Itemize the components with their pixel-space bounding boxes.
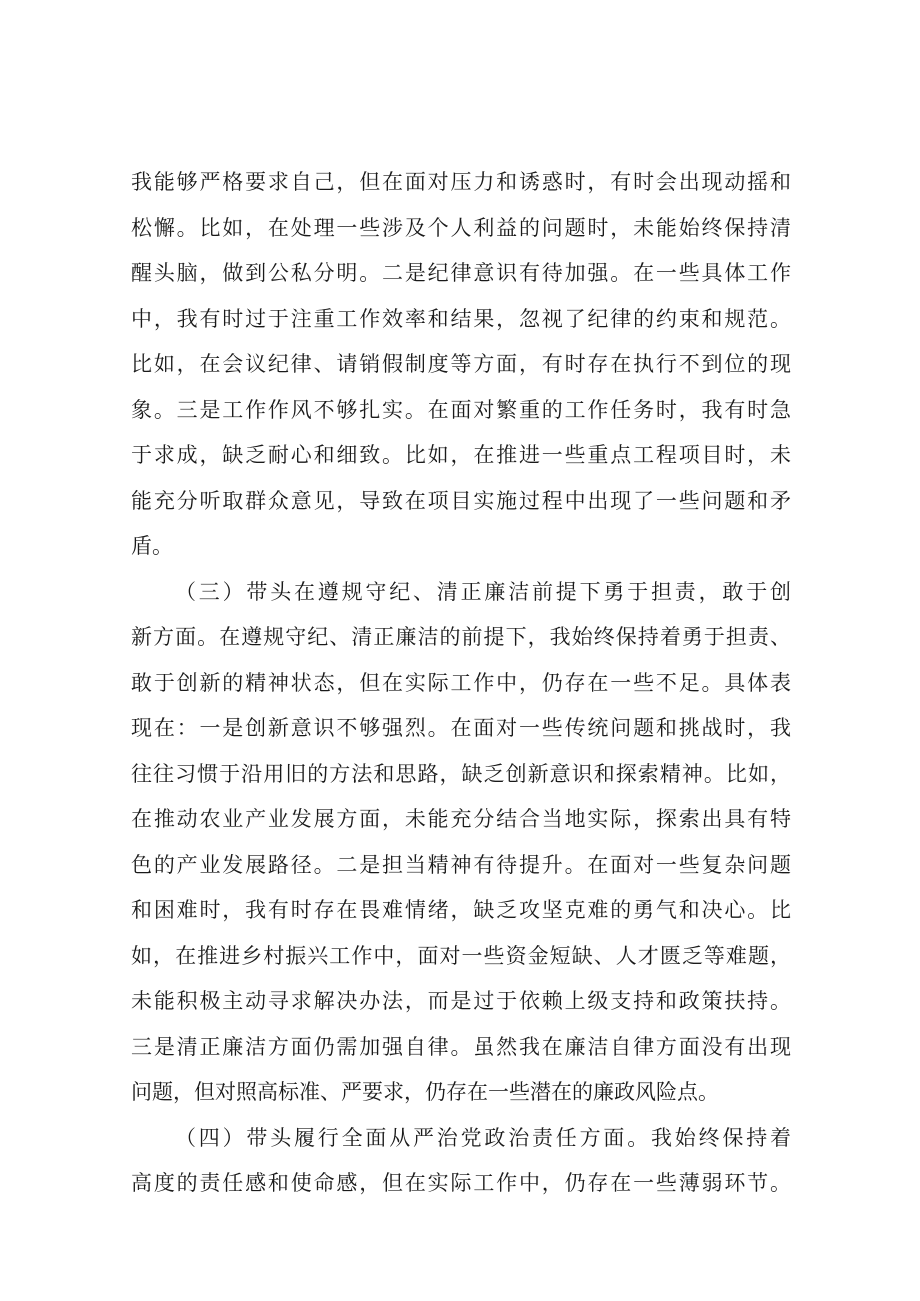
text-line: 和困难时，我有时存在畏难情绪，缺乏攻坚克难的勇气和决心。比 xyxy=(131,898,791,922)
text-line: 比如，在会议纪律、请销假制度等方面，有时存在执行不到位的现 xyxy=(131,352,791,376)
text-line: 高度的责任感和使命感，但在实际工作中，仍存在一些薄弱环节。 xyxy=(131,1171,791,1195)
text-line: 三是清正廉洁方面仍需加强自律。虽然我在廉洁自律方面没有出现 xyxy=(131,1034,791,1059)
text-line: 松懈。比如，在处理一些涉及个人利益的问题时，未能始终保持清 xyxy=(131,215,791,240)
text-line: 未能积极主动寻求解决办法，而是过于依赖上级支持和政策扶持。 xyxy=(131,989,791,1013)
text-line: 中，我有时过于注重工作效率和结果，忽视了纪律的约束和规范。 xyxy=(131,306,791,331)
text-line: 新方面。在遵规守纪、清正廉洁的前提下，我始终保持着勇于担责、 xyxy=(131,625,791,649)
text-line: 往往习惯于沿用旧的方法和思路，缺乏创新意识和探索精神。比如， xyxy=(131,761,791,786)
text-line: 象。三是工作作风不够扎实。在面对繁重的工作任务时，我有时急 xyxy=(131,397,791,422)
text-line: 现在：一是创新意识不够强烈。在面对一些传统问题和挑战时，我 xyxy=(131,716,791,740)
text-line: 如，在推进乡村振兴工作中，面对一些资金短缺、人才匮乏等难题， xyxy=(131,943,791,968)
text-line: 能充分听取群众意见，导致在项目实施过程中出现了一些问题和矛 xyxy=(131,488,791,513)
text-line: 色的产业发展路径。二是担当精神有待提升。在面对一些复杂问题 xyxy=(131,852,791,877)
section-heading-line: （四）带头履行全面从严治党政治责任方面。我始终保持着 xyxy=(175,1125,791,1150)
text-line: 醒头脑，做到公私分明。二是纪律意识有待加强。在一些具体工作 xyxy=(131,261,791,285)
text-line: 在推动农业产业发展方面，未能充分结合当地实际，探索出具有特 xyxy=(131,807,791,831)
text-line: 于求成，缺乏耐心和细致。比如，在推进一些重点工程项目时，未 xyxy=(131,443,791,467)
section-heading-line: （三）带头在遵规守纪、清正廉洁前提下勇于担责，敢于创 xyxy=(175,579,791,604)
document-body xyxy=(131,160,791,1207)
text-line: 盾。 xyxy=(131,534,173,558)
text-line: 敢于创新的精神状态，但在实际工作中，仍存在一些不足。具体表 xyxy=(131,670,791,695)
text-line: 问题，但对照高标准、严要求，仍存在一些潜在的廉政风险点。 xyxy=(131,1080,719,1104)
text-line: 我能够严格要求自己，但在面对压力和诱惑时，有时会出现动摇和 xyxy=(131,170,791,194)
